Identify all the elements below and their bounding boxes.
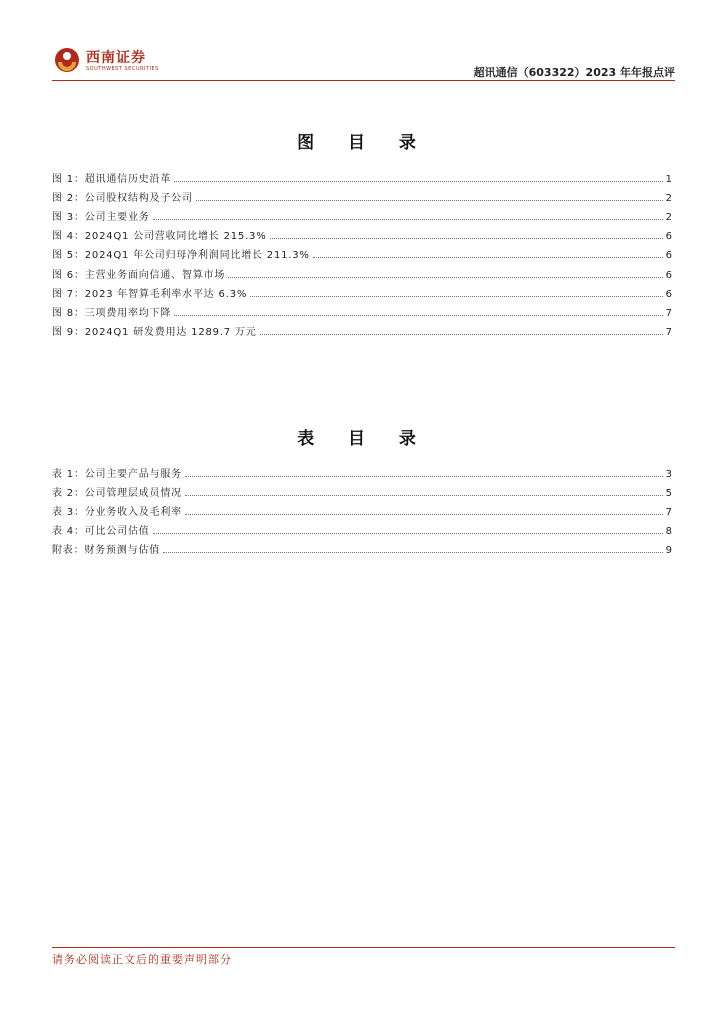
toc-entry-label: 表 1：公司主要产品与服务 xyxy=(52,469,182,481)
toc-entry[interactable] xyxy=(52,518,672,537)
logo-chinese-text: 西南证券 xyxy=(86,50,146,66)
toc-entry-label: 图 2：公司股权结构及子公司 xyxy=(52,193,193,205)
logo-emblem-icon xyxy=(54,47,80,73)
tables-toc-title: 表 目 录 xyxy=(297,429,430,449)
toc-page-number: 7 xyxy=(665,326,672,338)
toc-page-number: 2 xyxy=(665,193,672,205)
toc-dot-leader xyxy=(185,476,663,477)
toc-page-number: 9 xyxy=(665,545,672,557)
toc-entry[interactable] xyxy=(52,537,672,556)
company-logo xyxy=(52,43,192,77)
toc-entry[interactable] xyxy=(52,319,672,338)
toc-entry-label: 图 8：三项费用率均下降 xyxy=(52,307,172,319)
toc-page-number: 6 xyxy=(665,288,672,300)
toc-entry-label: 附表：财务预测与估值 xyxy=(52,545,160,557)
toc-entry[interactable] xyxy=(52,185,672,204)
toc-page-number: 6 xyxy=(665,231,672,243)
header-divider xyxy=(52,80,675,81)
toc-entry[interactable] xyxy=(52,461,672,480)
toc-page-number: 7 xyxy=(665,507,672,519)
toc-page-number: 7 xyxy=(665,307,672,319)
logo-english-text: SOUTHWEST SECURITIES xyxy=(86,66,159,72)
toc-page-number: 6 xyxy=(665,269,672,281)
toc-dot-leader xyxy=(313,257,663,258)
toc-page-number: 2 xyxy=(665,212,672,224)
toc-dot-leader xyxy=(270,238,663,239)
toc-entry-label: 图 6：主营业务面向信通、智算市场 xyxy=(52,269,226,281)
toc-dot-leader xyxy=(185,495,663,496)
toc-dot-leader xyxy=(260,334,663,335)
toc-dot-leader xyxy=(196,200,663,201)
toc-entry-label: 图 1：超讯通信历史沿革 xyxy=(52,174,172,186)
toc-entry[interactable] xyxy=(52,242,672,261)
figures-toc xyxy=(52,166,672,338)
toc-page-number: 3 xyxy=(665,469,672,481)
toc-entry[interactable] xyxy=(52,204,672,223)
toc-dot-leader xyxy=(174,181,662,182)
toc-dot-leader xyxy=(174,315,662,316)
toc-entry[interactable] xyxy=(52,166,672,185)
toc-entry[interactable] xyxy=(52,300,672,319)
toc-dot-leader xyxy=(153,533,663,534)
page-header xyxy=(52,40,675,80)
toc-entry[interactable] xyxy=(52,223,672,242)
footer-divider xyxy=(52,947,675,948)
toc-entry-label: 表 3：分业务收入及毛利率 xyxy=(52,507,182,519)
toc-page-number: 8 xyxy=(665,526,672,538)
toc-page-number: 1 xyxy=(665,174,672,186)
report-title: 超讯通信（603322）2023 年年报点评 xyxy=(473,66,675,79)
toc-page-number: 5 xyxy=(665,488,672,500)
toc-dot-leader xyxy=(185,514,663,515)
toc-entry-label: 图 4：2024Q1 公司营收同比增长 215.3% xyxy=(52,231,267,243)
toc-entry[interactable] xyxy=(52,281,672,300)
toc-entry-label: 图 5：2024Q1 年公司归母净利润同比增长 211.3% xyxy=(52,250,310,262)
toc-dot-leader xyxy=(163,552,663,553)
toc-entry[interactable] xyxy=(52,480,672,499)
toc-page-number: 6 xyxy=(665,250,672,262)
toc-entry[interactable] xyxy=(52,261,672,280)
toc-dot-leader xyxy=(228,277,662,278)
toc-entry-label: 图 7：2023 年智算毛利率水平达 6.3% xyxy=(52,288,248,300)
footer-notice: 请务必阅读正文后的重要声明部分 xyxy=(52,953,232,966)
tables-toc xyxy=(52,461,672,556)
toc-entry-label: 图 3：公司主要业务 xyxy=(52,212,150,224)
toc-entry-label: 图 9：2024Q1 研发费用达 1289.7 万元 xyxy=(52,326,257,338)
toc-entry-label: 表 2：公司管理层成员情况 xyxy=(52,488,182,500)
toc-entry[interactable] xyxy=(52,499,672,518)
toc-dot-leader xyxy=(153,219,663,220)
figures-toc-title: 图 目 录 xyxy=(297,133,430,153)
toc-entry-label: 表 4：可比公司估值 xyxy=(52,526,150,538)
toc-dot-leader xyxy=(250,296,662,297)
